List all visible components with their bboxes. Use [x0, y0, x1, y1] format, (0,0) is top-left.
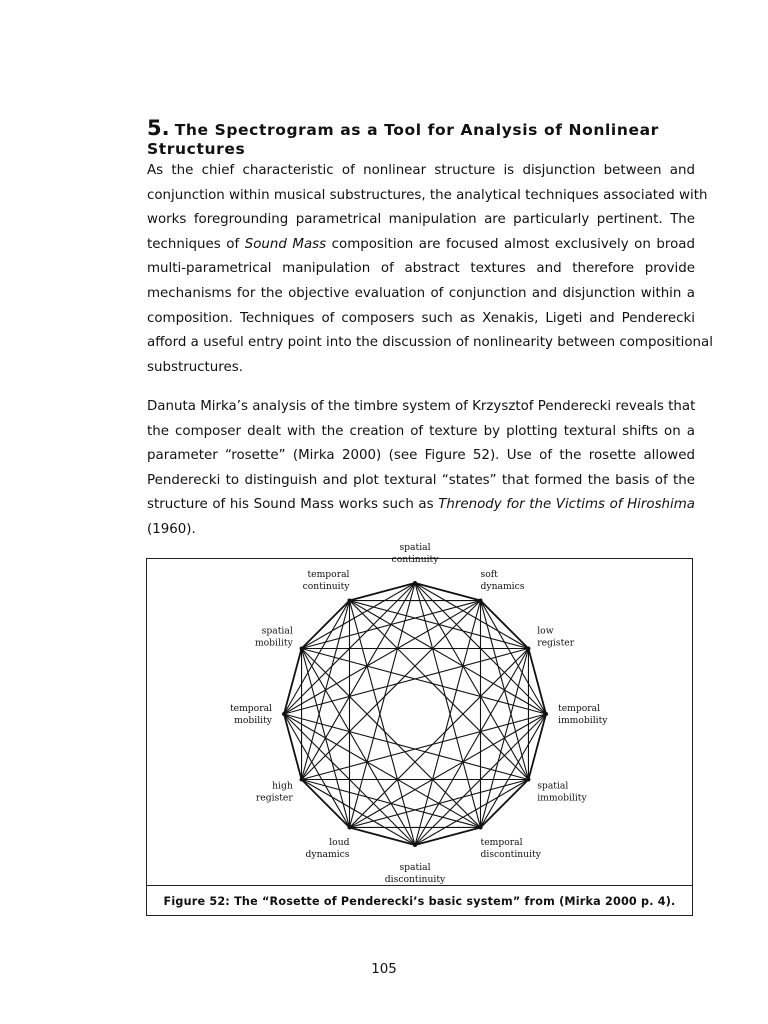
rosette-node-label: temporal discontinuity	[480, 837, 541, 861]
rosette-edge	[415, 583, 481, 601]
rosette-edge	[415, 780, 528, 846]
rosette-edge	[415, 583, 528, 649]
rosette-node-label: low register	[537, 625, 575, 649]
section-number: 5.	[147, 116, 170, 140]
rosette-edge	[481, 714, 547, 827]
rosette-edge	[350, 827, 416, 845]
rosette-vertex	[348, 599, 352, 603]
paragraph-2-line: Penderecki to distinguish and plot textural “states” that formed the basis of the	[147, 472, 695, 488]
rosette-edge	[350, 601, 547, 714]
rosette-edge	[350, 714, 547, 827]
rosette-node-label: temporal mobility	[229, 703, 272, 726]
rosette-edge	[302, 583, 415, 649]
rosette-node-label: soft dynamics	[480, 568, 525, 592]
page-number: 105	[371, 962, 397, 977]
paragraph-1-line: composition. Techniques of composers such as Xenakis, Ligeti and Penderecki	[147, 310, 695, 326]
rosette-edge	[302, 780, 415, 846]
rosette-vertex	[526, 647, 530, 651]
rosette-edge	[284, 601, 350, 714]
paragraph-1-line: As the chief characteristic of nonlinear structure is disjunction between and	[147, 163, 695, 178]
rosette-node-label: spatial discontinuity	[384, 862, 446, 885]
rosette-edge	[302, 649, 415, 846]
rosette-vertex	[413, 843, 417, 847]
rosette-edge	[284, 714, 302, 780]
rosette-vertex	[479, 599, 483, 603]
rosette-vertex	[413, 581, 417, 585]
paragraph-2	[147, 395, 695, 543]
rosette-vertex	[348, 825, 352, 829]
rosette-edge	[302, 583, 415, 780]
rosette-node-label: temporal continuity	[302, 568, 350, 592]
rosette-vertex	[526, 778, 530, 782]
rosette-edge	[415, 583, 528, 780]
rosette-vertex	[300, 778, 304, 782]
rosette-edge	[481, 601, 547, 714]
rosette-edge	[284, 714, 350, 827]
rosette-node-label: loud dynamics	[305, 837, 350, 861]
text-run: techniques of	[147, 236, 245, 252]
rosette-edge	[302, 601, 481, 780]
rosette-edge	[415, 827, 481, 845]
section-heading	[147, 117, 707, 159]
paragraph-2-line: the composer dealt with the creation of texture by plotting textural shifts on a	[147, 423, 695, 439]
text-run: composition are focused almost exclusively on broad	[326, 236, 695, 252]
rosette-node-label: spatial continuity	[391, 542, 439, 565]
rosette-vertex	[544, 712, 548, 716]
rosette-edge	[284, 714, 481, 827]
rosette-edge	[415, 649, 528, 846]
rosette-edge	[528, 649, 546, 715]
paragraph-1-line: mechanisms for the objective evaluation of conjunction and disjunction within a	[147, 285, 695, 301]
rosette-node-label: high register	[255, 780, 293, 804]
rosette-node-label: spatial immobility	[537, 780, 587, 804]
paragraph-1-line: multi-parametrical manipulation of abstract textures and therefore provide	[147, 261, 695, 277]
section-title-line2: Structures	[147, 140, 246, 158]
rosette-edge	[350, 601, 529, 780]
paragraph-2-line: (1960).	[147, 521, 196, 537]
paragraph-1-line: conjunction within musical substructures, the analytical techniques associated with	[147, 187, 708, 203]
rosette-vertex	[479, 825, 483, 829]
rosette-edge	[302, 649, 481, 828]
figure-caption: Figure 52: The “Rosette of Penderecki’s basic system” from (Mirka 2000 p. 4).	[163, 894, 676, 908]
paragraph-1-line: substructures.	[147, 359, 243, 375]
rosette-vertex	[300, 647, 304, 651]
text-run: structure of his Sound Mass works such as	[147, 497, 439, 513]
paragraph-1-line	[147, 233, 695, 258]
section-title-line1: The Spectrogram as a Tool for Analysis of Nonlinear	[174, 121, 659, 139]
emphasis-threnody: Threnody for the Victims of Hiroshima	[438, 497, 696, 513]
rosette-edge	[528, 714, 546, 780]
emphasis-sound-mass: Sound Mass	[244, 236, 327, 252]
rosette-node-label: temporal immobility	[558, 703, 608, 726]
figure-52	[146, 542, 693, 916]
paragraph-1-line: afford a useful entry point into the discussion of nonlinearity between compositional	[147, 335, 713, 351]
rosette-edge	[350, 649, 529, 828]
rosette-edge	[284, 649, 302, 715]
paragraph-2-line: parameter “rosette” (Mirka 2000) (see Figure 52). Use of the rosette allowed	[147, 448, 695, 464]
rosette-diagram	[147, 542, 692, 885]
rosette-vertex	[282, 712, 286, 716]
paragraph-2-line: Danuta Mirka’s analysis of the timbre system of Krzysztof Penderecki reveals that	[147, 399, 696, 414]
rosette-edge	[350, 583, 416, 601]
paragraph-1	[147, 159, 713, 380]
rosette-edge	[284, 601, 481, 714]
paragraph-2-line	[147, 493, 695, 518]
paragraph-1-line: works foregrounding parametrical manipulation are particularly pertinent. The	[147, 212, 695, 228]
rosette-node-label: spatial mobility	[254, 625, 293, 649]
